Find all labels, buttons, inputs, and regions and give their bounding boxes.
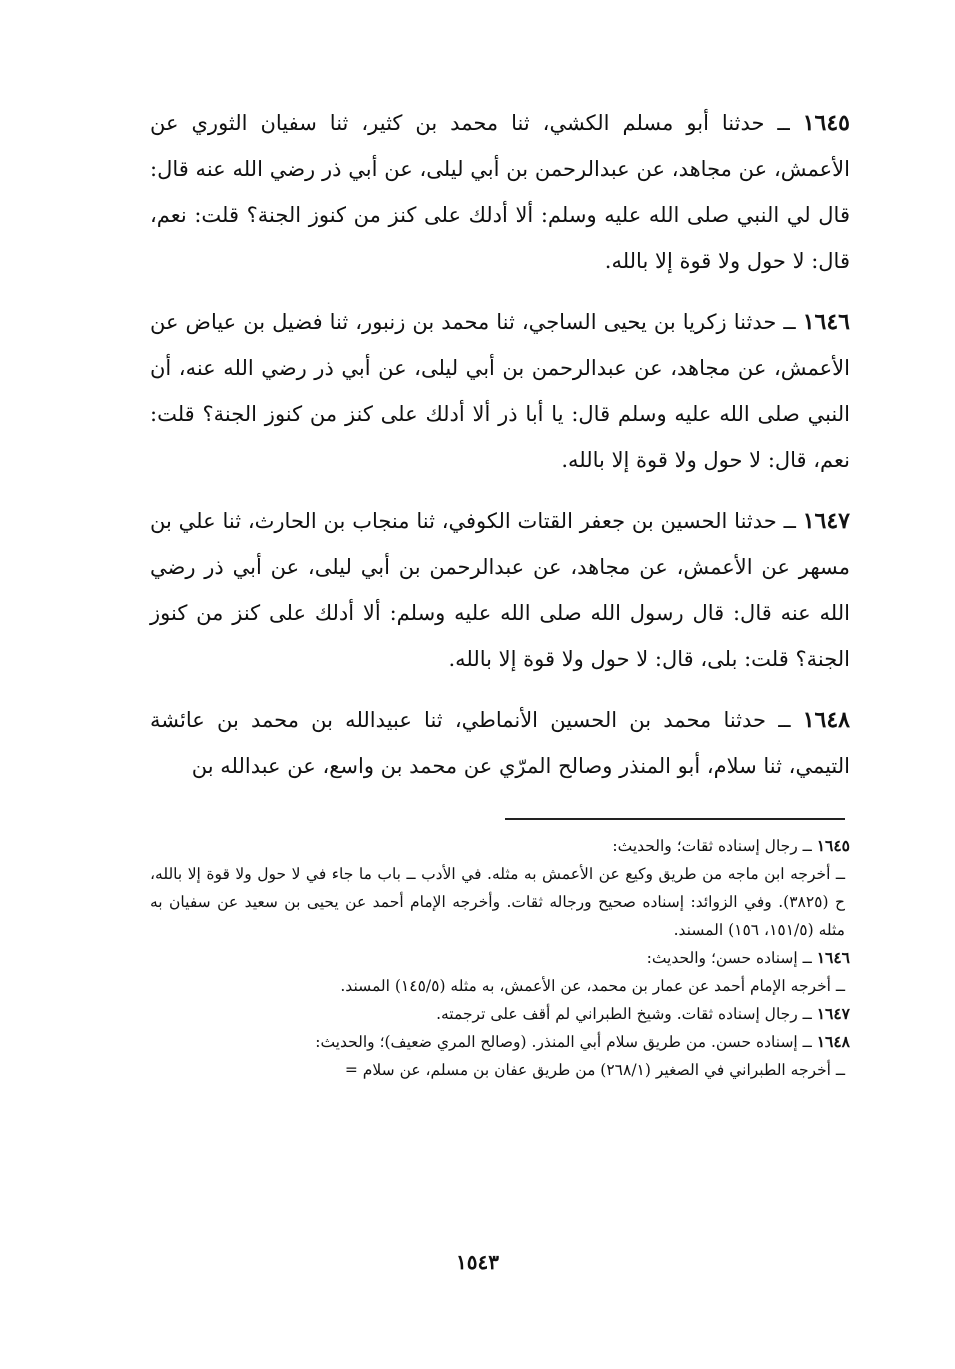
hadith-text: ــ حدثنا أبو مسلم الكشي، ثنا محمد بن كثير، ثنا سفيان الثوري عن الأعمش، عن مجاهد، عن عبدالرحمن بن أبي ليلى، عن أبي ذر رضي الله عنه قال: قال لي النبي صلى الله عليه وسلم: ألا أدلك على كنز من كنوز الجنة؟ قلت: نعم، قال: لا حول ولا قوة إلا بالله.: [150, 111, 850, 273]
hadith-number: ١٦٤٧: [802, 508, 850, 534]
footnote-grade: ــ رجال إسناده ثقات. وشيخ الطبراني لم أقف على ترجمته.: [436, 1005, 812, 1023]
hadith-paragraph: [150, 100, 850, 284]
footnote-grade: ــ إسناده حسن. من طريق سلام أبي المنذر. (وصالح المري ضعيف)؛ والحديث:: [315, 1033, 812, 1051]
footnote-heading: [150, 1000, 850, 1028]
footnote-grade: ــ رجال إسناده ثقات؛ والحديث:: [612, 837, 812, 855]
footnote-number: ١٦٤٥: [816, 836, 850, 855]
footnote-number: ١٦٤٨: [816, 1032, 850, 1051]
hadith-text: ــ حدثنا الحسين بن جعفر القتات الكوفي، ثنا منجاب بن الحارث، ثنا علي بن مسهر عن الأعمش، عن مجاهد، عن عبدالرحمن بن أبي ليلى، عن أبي ذر رضي الله عنه قال: قال رسول الله صلى الله عليه وسلم: ألا أدلك على كنز من كنوز الجنة؟ قلت: بلى، قال: لا حول ولا قوة إلا بالله.: [150, 509, 850, 671]
footnote-number: ١٦٤٦: [816, 948, 850, 967]
footnote-heading: [150, 832, 850, 860]
hadith-text: ــ حدثنا زكريا بن يحيى الساجي، ثنا محمد بن زنبور، ثنا فضيل بن عياض عن الأعمش، عن مجاهد، عن عبدالرحمن بن أبي ليلى، عن أبي ذر رضي الله عنه، أن النبي صلى الله عليه وسلم قال: يا أبا ذر ألا أدلك على كنز من كنوز الجنة؟ قلت: نعم، قال: لا حول ولا قوة إلا بالله.: [150, 310, 850, 472]
hadith-paragraph: [150, 299, 850, 483]
footnote-body: ــ أخرجه الطبراني في الصغير (٢٦٨/١) من طريق عفان بن مسلم، عن سلام =: [344, 1061, 845, 1079]
hadith-text: ــ حدثنا محمد بن الحسين الأنماطي، ثنا عبيدالله بن محمد بن عائشة التيمي، ثنا سلام، أبو المنذر وصالح المرّي عن محمد بن واسع، عن عبدالله بن: [150, 708, 850, 778]
footnote-divider: [505, 818, 845, 820]
footnotes: [150, 832, 850, 1084]
footnote-body: ــ أخرجه الإمام أحمد عن عمار بن محمد، عن الأعمش، به مثله (١٤٥/٥) المسند.: [340, 977, 845, 995]
hadith-number: ١٦٤٦: [802, 309, 850, 335]
footnote-body: ــ أخرجه ابن ماجه من طريق وكيع عن الأعمش به مثله. في الأدب ــ باب ما جاء في لا حول ولا قوة إلا بالله، ح (٣٨٢٥). وفي الزوائد: إسناده صحيح ورجاله ثقات. وأخرجه الإمام أحمد عن يحيى بن سعيد عن سفيان به مثله (١٥١/٥، ١٥٦) المسند.: [150, 865, 845, 939]
footnote-number: ١٦٤٧: [816, 1004, 850, 1023]
hadith-paragraph: [150, 697, 850, 789]
page-number: ١٥٤٣: [456, 1250, 499, 1274]
main-text: [150, 100, 850, 804]
footnote-grade: ــ إسناده حسن؛ والحديث:: [646, 949, 812, 967]
hadith-number: ١٦٤٨: [802, 707, 850, 733]
hadith-paragraph: [150, 498, 850, 682]
hadith-number: ١٦٤٥: [802, 110, 850, 136]
footnote-heading: [150, 944, 850, 972]
footnote-heading: [150, 1028, 850, 1056]
